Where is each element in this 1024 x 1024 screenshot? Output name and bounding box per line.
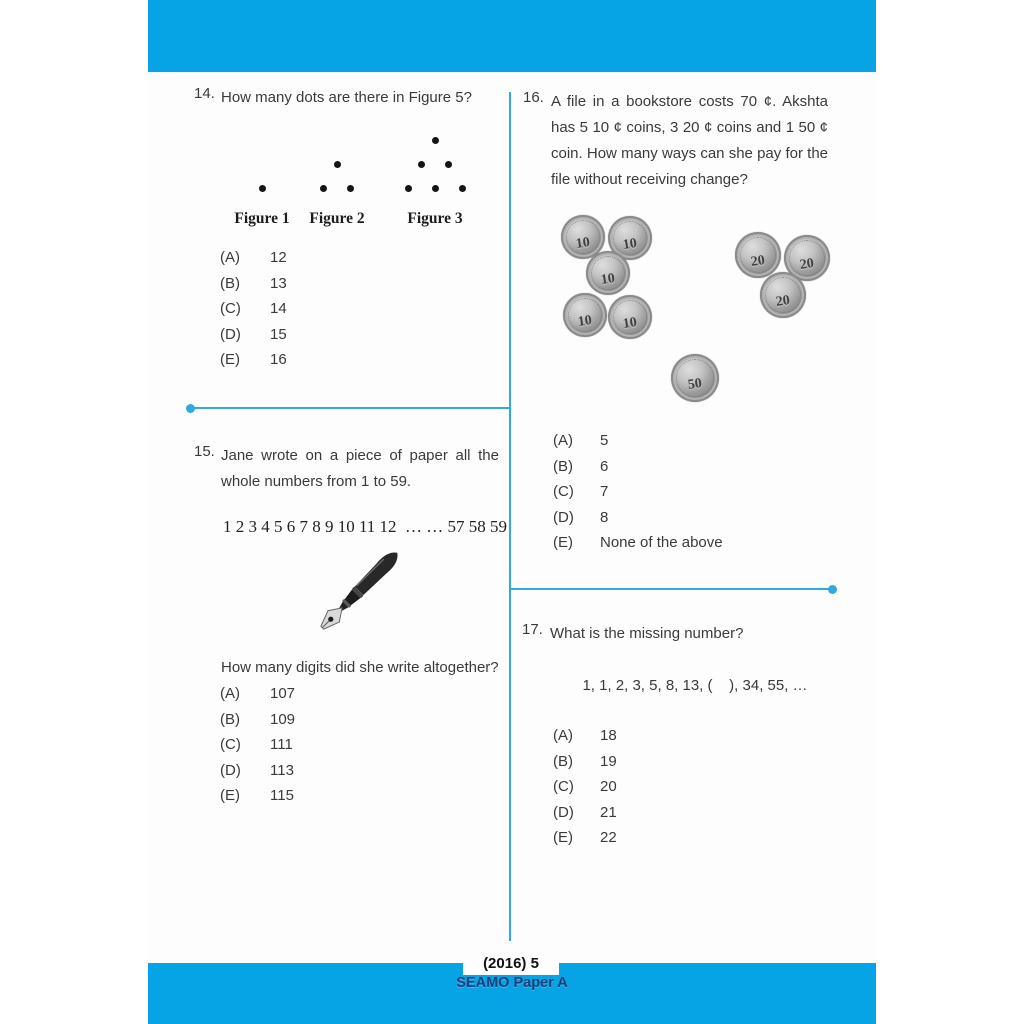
option-value: 13 <box>270 274 287 292</box>
option-letter: (B) <box>220 710 240 728</box>
option-row <box>220 681 295 707</box>
coin-10-cents <box>563 293 607 337</box>
dot-figure <box>292 136 382 228</box>
option-letter: (A) <box>553 727 573 745</box>
question-number: 17. <box>522 621 543 638</box>
question-text: How many dots are there in Figure 5? <box>221 89 472 106</box>
coin-20-cents <box>760 272 806 318</box>
answer-options <box>553 723 617 851</box>
option-value: 18 <box>600 727 617 745</box>
dot-figures <box>148 136 528 246</box>
option-letter: (D) <box>220 761 241 779</box>
option-row <box>553 479 723 505</box>
coin-denomination: 20 <box>774 293 791 310</box>
option-value: 22 <box>600 829 617 847</box>
option-row <box>220 783 295 809</box>
option-letter: (A) <box>553 432 573 450</box>
option-letter: (E) <box>220 351 240 369</box>
question-text: What is the missing number? <box>550 625 744 642</box>
dot <box>334 161 341 168</box>
coin-denomination: 10 <box>576 313 593 330</box>
option-row <box>553 723 617 749</box>
option-value: 107 <box>270 685 296 703</box>
option-row <box>553 749 617 775</box>
fountain-pen-icon <box>298 546 406 651</box>
option-letter: (B) <box>553 457 573 475</box>
number-sequence: 1, 1, 2, 3, 5, 8, 13, ( ), 34, 55, … <box>582 677 808 694</box>
option-letter: (C) <box>553 483 574 501</box>
coin-denomination: 20 <box>798 256 815 273</box>
option-value: 113 <box>270 761 294 779</box>
option-row <box>220 271 287 297</box>
option-row <box>553 428 723 454</box>
divider-end-dot <box>186 404 195 413</box>
section-divider <box>190 407 511 409</box>
figure-label: Figure 2 <box>309 210 365 227</box>
answer-options <box>220 245 287 373</box>
option-value: 14 <box>270 300 287 318</box>
option-row <box>553 800 617 826</box>
option-value: 20 <box>600 778 617 796</box>
answer-options <box>553 428 723 556</box>
option-letter: (E) <box>220 787 240 805</box>
coin-denomination: 10 <box>599 271 616 288</box>
question-number: 14. <box>194 85 215 102</box>
coin-50-cents <box>671 354 719 402</box>
option-row <box>220 322 287 348</box>
option-row <box>553 530 723 556</box>
option-row <box>553 505 723 531</box>
option-row <box>220 347 287 373</box>
option-row <box>220 732 295 758</box>
dot <box>459 185 466 192</box>
answer-options <box>220 681 295 809</box>
option-letter: (D) <box>553 803 574 821</box>
option-value: 109 <box>270 710 296 728</box>
option-row <box>553 454 723 480</box>
option-row <box>220 296 287 322</box>
option-row <box>553 825 617 851</box>
dot <box>432 185 439 192</box>
option-value: 5 <box>600 432 609 450</box>
option-value: 115 <box>270 787 294 805</box>
option-letter: (C) <box>220 300 241 318</box>
exam-page <box>148 0 876 1024</box>
dot <box>320 185 327 192</box>
option-row <box>553 774 617 800</box>
option-letter: (C) <box>553 778 574 796</box>
divider-end-dot <box>828 585 837 594</box>
option-letter: (D) <box>220 325 241 343</box>
number-sequence: 1 2 3 4 5 6 7 8 9 10 11 12 … … 57 58 59 <box>222 517 508 536</box>
question-text: Jane wrote on a piece of paper all the whole numbers from 1 to 59. <box>221 447 499 490</box>
dot <box>405 185 412 192</box>
coin-illustration <box>540 210 862 420</box>
option-letter: (C) <box>220 736 241 754</box>
option-value: None of the above <box>600 534 723 552</box>
paper-title-label: SEAMO Paper A <box>456 975 568 991</box>
coin-denomination: 10 <box>621 236 638 253</box>
dot-pattern <box>390 136 480 192</box>
option-value: 7 <box>600 483 609 501</box>
option-letter: (E) <box>553 534 573 552</box>
option-value: 8 <box>600 508 609 526</box>
question-number: 16. <box>523 89 544 106</box>
coin-denomination: 10 <box>574 235 591 252</box>
option-row <box>220 245 287 271</box>
option-letter: (A) <box>220 685 240 703</box>
top-blue-bar <box>148 0 876 72</box>
coin-denomination: 50 <box>686 376 703 393</box>
page-number-label: (2016) 5 <box>463 951 559 975</box>
coin-10-cents <box>608 295 652 339</box>
option-row <box>220 758 295 784</box>
coin-20-cents <box>735 232 781 278</box>
question-text: A file in a bookstore costs 70 ¢. Akshta has 5 10 ¢ coins, 3 20 ¢ coins and 1 50 ¢ coin. How many ways can she pay for the file without receiving change? <box>551 93 828 188</box>
option-value: 6 <box>600 457 609 475</box>
option-value: 15 <box>270 325 287 343</box>
figure-label: Figure 3 <box>407 210 463 227</box>
dot <box>418 161 425 168</box>
option-row <box>220 707 295 733</box>
dot-figure <box>390 136 480 228</box>
option-letter: (D) <box>553 508 574 526</box>
option-value: 12 <box>270 249 287 267</box>
coin-denomination: 20 <box>749 253 766 270</box>
dot-pattern <box>292 136 382 192</box>
coin-10-cents <box>586 251 630 295</box>
dot <box>445 161 452 168</box>
section-divider <box>511 588 832 590</box>
option-letter: (B) <box>220 274 240 292</box>
option-letter: (E) <box>553 829 573 847</box>
dot <box>259 185 266 192</box>
option-letter: (B) <box>553 752 573 770</box>
option-value: 111 <box>270 736 293 754</box>
figure-label: Figure 1 <box>234 210 290 227</box>
dot <box>347 185 354 192</box>
option-value: 21 <box>600 803 617 821</box>
sub-question-text: How many digits did she write altogether? <box>221 659 499 676</box>
option-letter: (A) <box>220 249 240 267</box>
question-number: 15. <box>194 443 215 460</box>
option-value: 16 <box>270 351 287 369</box>
dot <box>432 137 439 144</box>
option-value: 19 <box>600 752 617 770</box>
coin-denomination: 10 <box>621 315 638 332</box>
